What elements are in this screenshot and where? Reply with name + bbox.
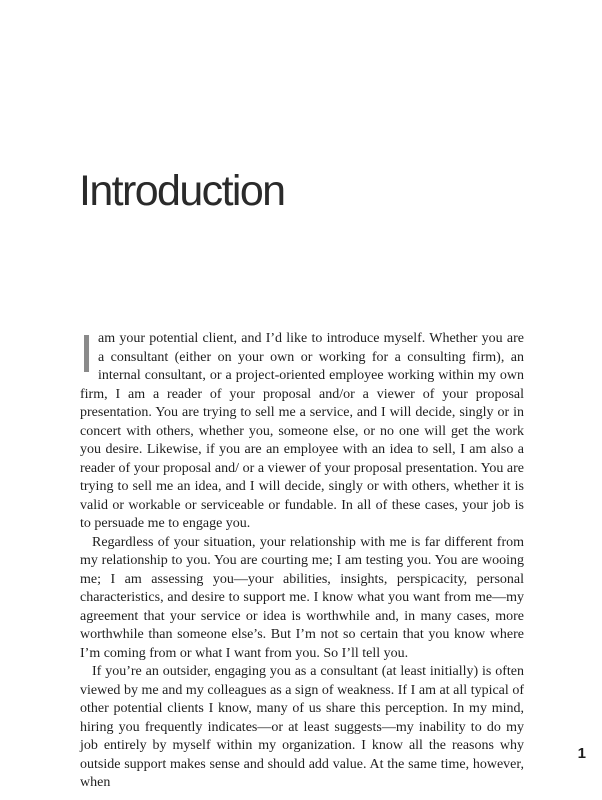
- paragraph-2: Regardless of your situation, your relationship with me is far different from my relationship to you. You are courting me; I am testing you. You are wooing me; I am assessing you—your abilities, insights, perspicacity, personal characteristics, and desire to support me. I know what you want from me—my agreement that your service or idea is worthwhile and, in many cases, more worthwhile than someone else’s. But I’m not so certain that you know where I’m coming from or what I want from you. So I’ll tell you.: [80, 534, 524, 661]
- page-number: 1: [577, 745, 586, 762]
- paragraph-3: If you’re an outsider, engaging you as a consultant (at least initially) is often viewed by me and my colleagues as a sign of weakness. If I am at all typical of other potential clients I know, many of us share this perception. In my mind, hiring you frequently indicates—or at least suggests—my inability to do my job entirely by myself within my organization. I know all the reasons why outside support makes sense and should add value. At the same time, however, when: [80, 664, 524, 790]
- chapter-title: Introduction: [79, 167, 285, 215]
- paragraph-1-text: am your potential client, and I’d like to introduce myself. Whether you are a consultant (either on your own or working for a consulting firm), an internal consultant, or a project-oriented employee working within my own firm, I am a reader of your proposal and/or a viewer of your proposal presentation. You are trying to sell me a service, and I will decide, singly or in concert with others, whether you, someone else, or no one will get the work you desire. Likewise, if you are an employee with an idea to sell, I am also a reader of your proposal and/ or a viewer of your proposal presentation. You are trying to sell me an idea, and I will decide, singly or with others, whether it is valid or workable or serviceable or fundable. In all of these cases, your job is to persuade me to engage you.: [80, 331, 524, 531]
- body-text: [79, 324, 524, 793]
- drop-cap: I: [79, 324, 95, 384]
- paragraph-1: [79, 324, 524, 534]
